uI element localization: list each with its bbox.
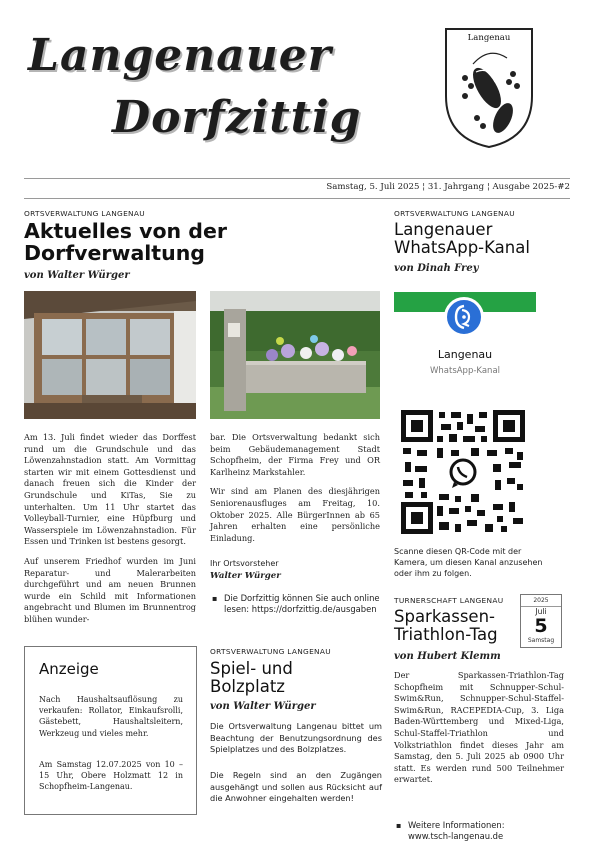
- signature-name: Walter Würger: [210, 571, 281, 581]
- masthead-rule-top: [24, 178, 570, 179]
- town-crest: [443, 26, 535, 150]
- article1-paragraph: Auf unserem Friedhof wurden im Juni Reparatur- und Malerarbeiten durchgeführt und am neuen Brunnen wurde ein Schild mit Informationen angebracht und Blumen im Brunnentrog blühen wunder-: [24, 555, 196, 624]
- article2-byline: von Walter Würger: [210, 701, 316, 712]
- channel-subtitle: WhatsApp-Kanal: [429, 366, 501, 376]
- issue-line: Samstag, 5. Juli 2025 ¦ 31. Jahrgang ¦ Ausgabe 2025-#2: [326, 182, 570, 192]
- article1-kicker: ORTSVERWALTUNG LANGENAU: [24, 209, 145, 218]
- article1-column2: [210, 432, 380, 552]
- article4-byline: von Hubert Klemm: [394, 651, 501, 662]
- masthead-title-line1: Langenauer: [28, 30, 332, 81]
- ad-text-2: Am Samstag 12.07.2025 von 10 – 15 Uhr, Obere Holzmatt 12 in Schopfheim-Langenau.: [39, 760, 183, 792]
- online-link-bullet[interactable]: ▪ Die Dorfzittig können Sie auch online lesen: https://dorfzittig.de/ausgaben: [212, 593, 384, 616]
- crest-shield-icon: [443, 26, 535, 150]
- article4-kicker: TURNERSCHAFT LANGENAU: [394, 596, 504, 605]
- article4-text: Der Sparkassen-Triathlon-Tag Schopfheim mit Schnupper-Schul-Swim&Run, Schnupper-Schul-Staffel-Swim&Run, RACEPEDIA-Cup, 3. Liga Baden-Württemberg und Mixed-Liga, Schul-Staffel-Triathlon und Volkstriathlon findet dieses Jahr am Samstag, den 5. Juli 2025 ab 0900 Uhr statt. Es werden rund 500 Teilnehmer erwartet.: [394, 670, 564, 785]
- article1-byline: von Walter Würger: [24, 270, 130, 281]
- article1-paragraph: Wir sind am Planen des diesjährigen Seniorenausfluges am Freitag, 10. Oktober 2025. Alle BürgerInnen ab 65 Jahren erhalten eine persönliche Einladung.: [210, 486, 380, 543]
- date-badge-year: 2025: [533, 597, 549, 604]
- qr-code[interactable]: [401, 410, 525, 534]
- article2-kicker: ORTSVERWALTUNG LANGENAU: [210, 647, 331, 656]
- article1-paragraph: bar. Die Ortsverwaltung bedankt sich beim Gebäudemanagement Stadt Schopfheim, der Firma Frey und OR Karlheinz Markstahler.: [210, 432, 380, 477]
- article1-title: Aktuelles von der Dorfverwaltung: [24, 219, 227, 265]
- ad-box: [24, 646, 197, 815]
- article1-paragraph: Am 13. Juli findet wieder das Dorffest rund um die Grundschule und das Löwenzahnstadion statt. Am Vormittag starten wir mit einem Gottesdienst und danach freuen sich die Kinder der Grundschule und KiTas, Sie zu unterhalten. Um 11 Uhr startet das Volleyball-Turnier, eine Hüpfburg und Wasserspiele im Löwenzahnstadion. Für Essen und Trinken ist bestens gesorgt.: [24, 432, 196, 547]
- masthead-title-line2: Dorfzittig: [112, 92, 362, 143]
- date-badge: [520, 594, 562, 648]
- signature-role: Ihr Ortsvorsteher: [210, 559, 279, 568]
- article3-byline: von Dinah Frey: [394, 263, 479, 274]
- date-badge-day: 5: [534, 615, 548, 637]
- masthead-rule-bottom: [24, 198, 570, 199]
- ad-title: Anzeige: [39, 660, 99, 678]
- date-badge-month: Juli: [535, 607, 547, 616]
- article2-title: Spiel- und Bolzplatz: [210, 659, 293, 696]
- fountain-photo: [210, 291, 380, 419]
- qr-caption: Scanne diesen QR-Code mit der Kamera, um diesen Kanal anzusehen oder ihm zu folgen.: [394, 547, 543, 578]
- article2-text-2: Die Regeln sind an den Zugängen ausgehängt und sollen aus Rücksicht auf die Anwohner eingehalten werden!: [210, 770, 382, 804]
- article4-title: Sparkassen-Triathlon-Tag: [394, 607, 498, 644]
- crest-label: Langenau: [467, 33, 511, 43]
- window-photo: [24, 291, 196, 419]
- channel-name: Langenau: [437, 348, 493, 361]
- article3-kicker: ORTSVERWALTUNG LANGENAU: [394, 209, 515, 218]
- ad-text-1: Nach Haushaltsauflösung zu verkaufen: Rollator, Einkaufsrolli, Gästebett, Haushaltsleitern, Werkzeug und vieles mehr.: [39, 695, 183, 738]
- triathlon-info-bullet[interactable]: ▪ Weitere Informationen: www.tsch-langenau.de: [396, 820, 548, 843]
- article2-text-1: Die Ortsverwaltung Langenau bittet um Beachtung der Benutzungsordnung des Spielplatzes und des Bolzplatzes.: [210, 721, 382, 755]
- article3-title: Langenauer WhatsApp-Kanal: [394, 220, 530, 257]
- channel-avatar[interactable]: [444, 297, 484, 337]
- date-badge-weekday: Samstag: [527, 637, 555, 644]
- article1-column1: [24, 432, 196, 634]
- fish-logo-icon: [447, 300, 481, 334]
